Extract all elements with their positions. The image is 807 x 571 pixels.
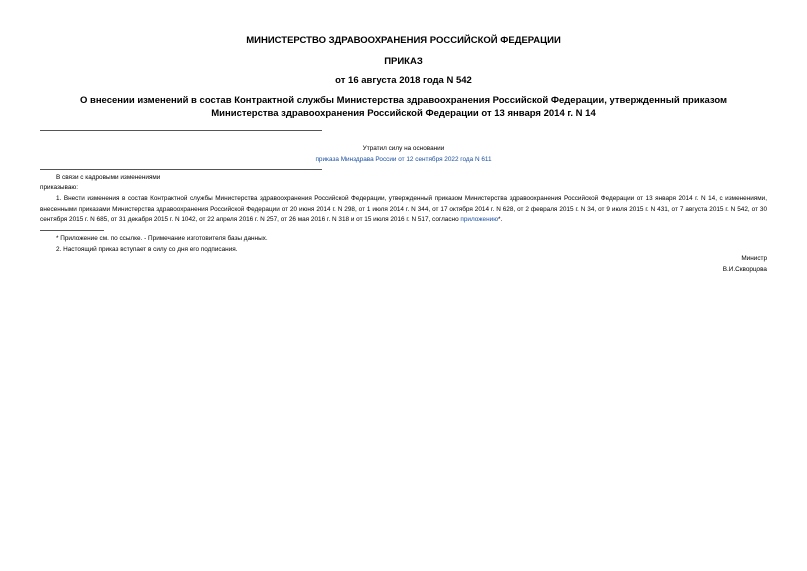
item-2: 2. Настоящий приказ вступает в силу со дня его подписания. — [56, 246, 238, 253]
signature-title: Министр — [741, 255, 767, 262]
footnote-divider — [40, 230, 104, 231]
doc-type: ПРИКАЗ — [384, 56, 423, 67]
divider-top — [40, 130, 322, 131]
preamble: В связи с кадровыми изменениями — [56, 174, 161, 181]
footnote: * Приложение см. по ссылке. - Примечание изготовителя базы данных. — [56, 235, 268, 242]
item-1-text: 1. Внести изменения в состав Контрактной службы Министерства здравоохранения Российской Федерации, утвержденный приказом Министерства здравоохранения Российской Федерации от 13 января 2014 г. N 14, с изменениями, внесенными приказами Министерства здравоохранения Российской Федерации от 20 июня 2014 г. N 298, от 1 июля 2014 г. N 344, от 17 октября 2014 г. N 628, от 2 февраля 2015 г. N 34, от 9 июля 2015 г. N 431, от 7 августа 2015 г. N 542, от 30 сентября 2015 г. N 685, от 31 декабря 2015 г. N 1042, от 22 апреля 2016 г. N 257, от 26 мая 2016 г. N 318 и от 15 июля 2016 г. N 517, согласно — [40, 195, 767, 223]
doc-subject: О внесении изменений в состав Контрактной службы Министерства здравоохранения Российской Федерации, утвержденный приказом Министерства здравоохранения Российской Федерации от 13 января 2014 г. N 14 — [79, 95, 728, 119]
item-1 — [40, 194, 767, 226]
status-note-line: Утратил силу на основании — [362, 145, 445, 152]
item-1-suffix: *. — [498, 216, 503, 223]
signature-name: В.И.Скворцова — [722, 266, 767, 273]
appendix-link[interactable]: приложению — [460, 216, 498, 223]
divider-bottom — [40, 169, 322, 170]
doc-date-number: от 16 августа 2018 года N 542 — [335, 75, 472, 86]
repeal-order-link[interactable]: приказа Минздрава России от 12 сентября 2022 года N 611 — [315, 156, 492, 163]
order-word: приказываю: — [40, 184, 78, 191]
ministry-title: МИНИСТЕРСТВО ЗДРАВООХРАНЕНИЯ РОССИЙСКОЙ ФЕДЕРАЦИИ — [246, 35, 561, 46]
